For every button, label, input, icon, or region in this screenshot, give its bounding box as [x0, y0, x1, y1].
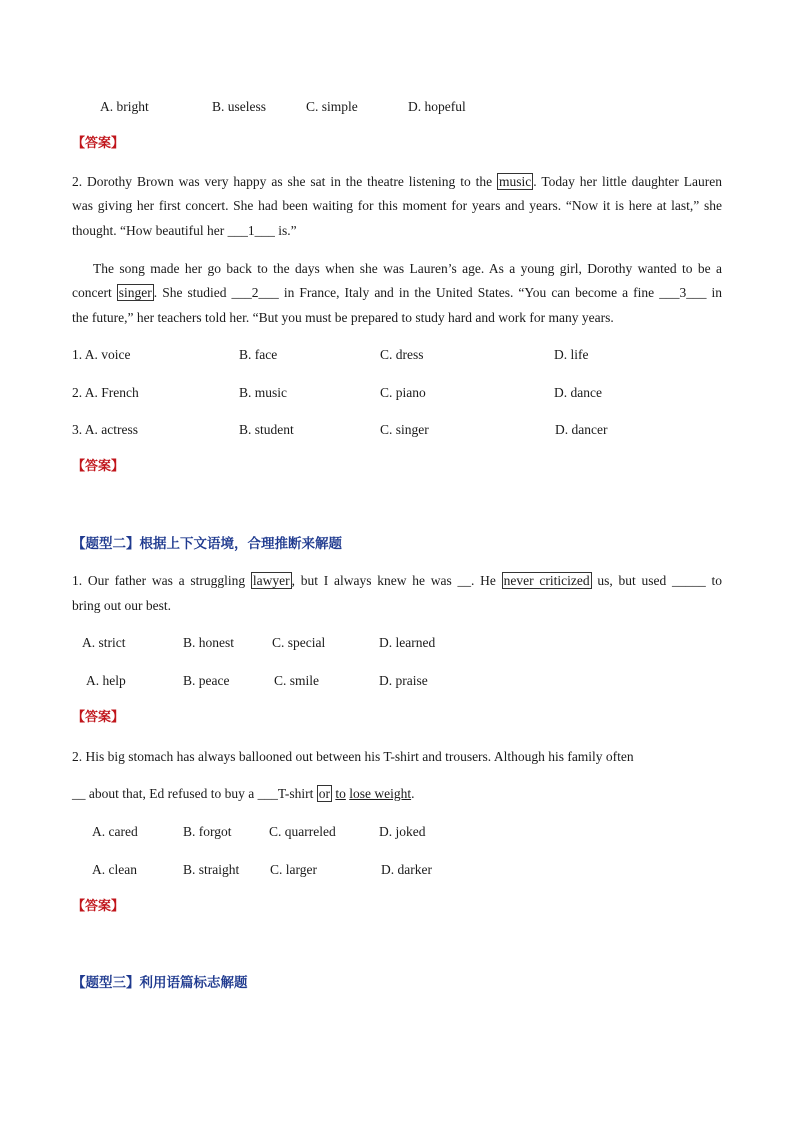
- passage-line: thought. “How beautiful her ___1___ is.”: [72, 223, 297, 238]
- option-item: D. dance: [554, 385, 602, 400]
- option-item: B. student: [239, 422, 294, 437]
- boxed-word: music: [499, 174, 532, 189]
- passage-line: concert singer . She studied ___2___ in France, Italy and in the United States. “You can become a fine ___3___ in: [72, 285, 722, 300]
- option-item: D. darker: [381, 862, 432, 877]
- option-item: 2. A. French: [72, 385, 139, 400]
- section-title: 【题型二】根据上下文语境，合理推断来解题: [72, 536, 342, 552]
- underlined-word: lose weight: [349, 786, 412, 801]
- option-item: A. strict: [82, 635, 126, 650]
- boxed-word: singer: [118, 285, 152, 300]
- option-item: A. clean: [92, 862, 137, 877]
- option-item: 3. A. actress: [72, 422, 138, 437]
- option-item: C. piano: [380, 385, 426, 400]
- option-item: A. cared: [92, 824, 138, 839]
- option-item: B. music: [239, 385, 288, 400]
- option-item: D. dancer: [555, 422, 608, 437]
- option-item: D. joked: [379, 824, 426, 839]
- option-item: B. peace: [183, 673, 230, 688]
- answer-label: 【答案】: [72, 459, 125, 474]
- option-item: C. special: [272, 635, 326, 650]
- passage-line: 2. Dorothy Brown was very happy as she sat in the theatre listening to the music . Today her little daughter Lauren: [72, 174, 722, 189]
- boxed-word: never criticized: [503, 573, 590, 588]
- option-item: B. honest: [183, 635, 235, 650]
- option-item: B. forgot: [183, 824, 232, 839]
- option-item: C. smile: [274, 673, 320, 688]
- boxed-word: lawyer: [252, 573, 290, 588]
- answer-label: 【答案】: [72, 899, 125, 914]
- boxed-word: or: [318, 786, 330, 801]
- passage-line: The song made her go back to the days when she was Lauren’s age. As a young girl, Dorothy wanted to be a: [93, 261, 722, 276]
- option-item: D. learned: [379, 635, 436, 650]
- option-item: B. face: [239, 347, 278, 362]
- section-title: 【题型三】利用语篇标志解题: [72, 975, 248, 991]
- underlined-word: to: [335, 786, 346, 801]
- option-a: A. bright: [100, 99, 149, 114]
- option-d: D. hopeful: [408, 99, 466, 114]
- answer-label: 【答案】: [72, 710, 125, 725]
- question-line: 1. Our father was a struggling lawyer , but I always knew he was __. He never criticized us, but used _____ to: [72, 573, 722, 588]
- option-item: C. dress: [380, 347, 424, 362]
- option-item: A. help: [86, 673, 126, 688]
- option-item: C. larger: [270, 862, 317, 877]
- option-item: D. life: [554, 347, 589, 362]
- option-c: C. simple: [306, 99, 358, 114]
- option-item: C. singer: [380, 422, 429, 437]
- passage-line: the future,” her teachers told her. “But you must be prepared to study hard and work for many years.: [72, 310, 614, 325]
- option-b: B. useless: [212, 99, 266, 114]
- question-line: __ about that, Ed refused to buy a ___T-shirt or to lose weight.: [72, 786, 415, 801]
- answer-label: 【答案】: [72, 136, 125, 151]
- option-item: C. quarreled: [269, 824, 336, 839]
- option-item: D. praise: [379, 673, 428, 688]
- question-line: 2. His big stomach has always ballooned out between his T-shirt and trousers. Although his family often: [72, 749, 634, 764]
- option-item: 1. A. voice: [72, 347, 131, 362]
- option-item: B. straight: [183, 862, 240, 877]
- question-line: bring out our best.: [72, 598, 171, 613]
- passage-line: was giving her first concert. She had been waiting for this moment for years and years. “Now it is here at last,” she: [72, 198, 722, 213]
